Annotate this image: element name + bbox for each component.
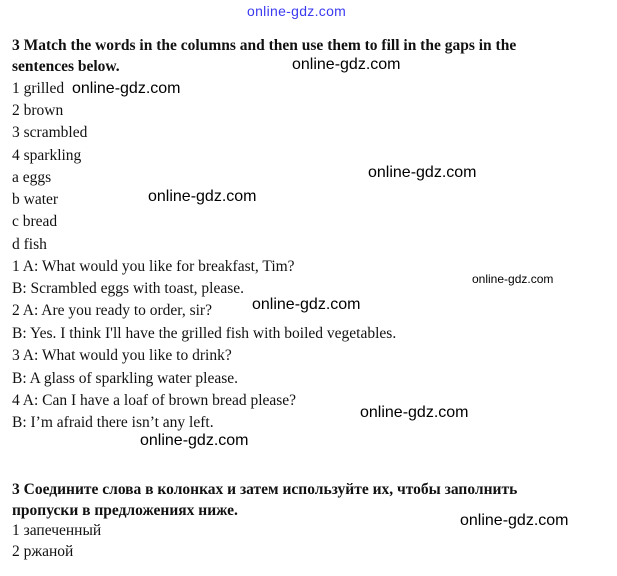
watermark: online-gdz.com xyxy=(472,272,554,286)
dialogue-line: 4 A: Can I have a loaf of brown bread please? xyxy=(12,392,297,409)
watermark: online-gdz.com xyxy=(460,512,569,529)
watermark: online-gdz.com xyxy=(148,188,257,205)
dialogue-line: 1 A: What would you like for breakfast, Tim? xyxy=(12,258,295,275)
column-b-item: a eggs xyxy=(12,169,52,186)
column-a-item: 2 brown xyxy=(12,102,64,119)
dialogue-line: 2 A: Are you ready to order, sir? xyxy=(12,302,212,319)
watermark: online-gdz.com xyxy=(140,432,249,449)
column-b-item: b water xyxy=(12,191,59,208)
ru-item: 2 ржаной xyxy=(12,543,74,560)
column-a-item: 1 grilled xyxy=(12,80,65,97)
watermark: online-gdz.com xyxy=(360,404,469,421)
column-a-item: 3 scrambled xyxy=(12,124,88,141)
dialogue-line: B: Scrambled eggs with toast, please. xyxy=(12,280,245,297)
task-heading-ru: 3 Соедините слова в колонках и затем используйте их, чтобы заполнить xyxy=(12,481,518,498)
task-heading: sentences below. xyxy=(12,58,120,75)
column-b-item: d fish xyxy=(12,236,47,253)
task-heading-ru: пропуски в предложениях ниже. xyxy=(12,502,238,519)
watermark: online-gdz.com xyxy=(72,80,181,97)
watermark: online-gdz.com xyxy=(368,164,477,181)
dialogue-line: B: I’m afraid there isn’t any left. xyxy=(12,414,214,431)
dialogue-line: B: Yes. I think I'll have the grilled fish with boiled vegetables. xyxy=(12,325,397,342)
column-a-item: 4 sparkling xyxy=(12,147,82,164)
ru-item: 1 запеченный xyxy=(12,522,102,539)
dialogue-line: 3 A: What would you like to drink? xyxy=(12,347,232,364)
dialogue-line: B: A glass of sparkling water please. xyxy=(12,370,238,387)
task-heading: 3 Match the words in the columns and then use them to fill in the gaps in the xyxy=(12,37,517,54)
watermark: online-gdz.com xyxy=(252,296,361,313)
watermark: online-gdz.com xyxy=(292,56,401,73)
column-b-item: c bread xyxy=(12,213,58,230)
watermark-top: online-gdz.com xyxy=(247,3,347,19)
